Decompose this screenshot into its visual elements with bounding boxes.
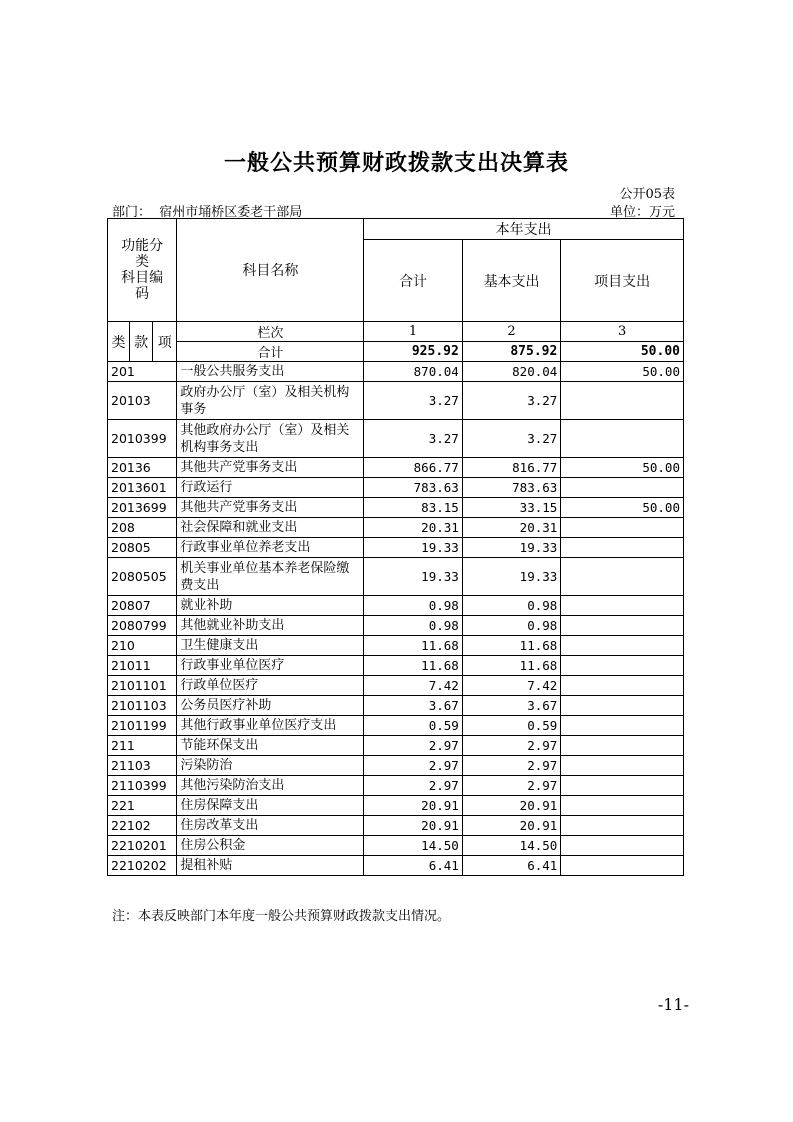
subject-name: 机关事业单位基本养老保险缴费支出 bbox=[177, 558, 364, 596]
subject-code: 2101103 bbox=[108, 696, 177, 716]
project-value bbox=[561, 420, 684, 458]
project-value bbox=[561, 558, 684, 596]
function-class-line: 功能分 bbox=[121, 238, 164, 254]
basic-value: 11.68 bbox=[462, 636, 561, 656]
basic-value: 3.27 bbox=[462, 420, 561, 458]
table-row bbox=[108, 458, 684, 478]
project-value bbox=[561, 756, 684, 776]
basic-value: 3.67 bbox=[462, 696, 561, 716]
subject-name: 其他共产党事务支出 bbox=[177, 458, 364, 478]
table-row bbox=[108, 518, 684, 538]
table-row bbox=[108, 656, 684, 676]
subject-name-header: 科目名称 bbox=[177, 219, 364, 322]
total-value: 83.15 bbox=[364, 498, 463, 518]
total-value: 0.98 bbox=[364, 596, 463, 616]
total-value: 3.27 bbox=[364, 420, 463, 458]
sum-basic: 875.92 bbox=[462, 342, 561, 362]
table-row bbox=[108, 736, 684, 756]
subject-code: 20136 bbox=[108, 458, 177, 478]
table-row bbox=[108, 478, 684, 498]
table-row bbox=[108, 616, 684, 636]
subject-code: 2101199 bbox=[108, 716, 177, 736]
subject-code: 20807 bbox=[108, 596, 177, 616]
subject-code: 20805 bbox=[108, 538, 177, 558]
table-row bbox=[108, 796, 684, 816]
subject-name: 行政单位医疗 bbox=[177, 676, 364, 696]
current-year-header: 本年支出 bbox=[364, 219, 684, 240]
table-header bbox=[108, 219, 684, 362]
subject-name: 公务员医疗补助 bbox=[177, 696, 364, 716]
total-value: 11.68 bbox=[364, 656, 463, 676]
column-number-3: 3 bbox=[561, 322, 684, 342]
subject-name: 节能环保支出 bbox=[177, 736, 364, 756]
basic-value: 820.04 bbox=[462, 362, 561, 382]
basic-value: 2.97 bbox=[462, 776, 561, 796]
subject-name: 其他行政事业单位医疗支出 bbox=[177, 716, 364, 736]
function-class-line: 码 bbox=[135, 286, 150, 302]
basic-value: 20.91 bbox=[462, 816, 561, 836]
subject-code: 2010399 bbox=[108, 420, 177, 458]
total-value: 2.97 bbox=[364, 756, 463, 776]
table-row bbox=[108, 696, 684, 716]
expenditure-table bbox=[107, 218, 684, 876]
sum-total: 925.92 bbox=[364, 342, 463, 362]
unit-label: 单位：万元 bbox=[609, 205, 675, 220]
table-row bbox=[108, 716, 684, 736]
project-value bbox=[561, 538, 684, 558]
basic-value: 33.15 bbox=[462, 498, 561, 518]
total-value: 870.04 bbox=[364, 362, 463, 382]
basic-value: 19.33 bbox=[462, 538, 561, 558]
basic-value: 20.91 bbox=[462, 796, 561, 816]
total-value: 19.33 bbox=[364, 558, 463, 596]
subject-name: 污染防治 bbox=[177, 756, 364, 776]
project-value bbox=[561, 656, 684, 676]
total-value: 3.67 bbox=[364, 696, 463, 716]
total-value: 14.50 bbox=[364, 836, 463, 856]
basic-value: 783.63 bbox=[462, 478, 561, 498]
sum-label: 合计 bbox=[177, 342, 364, 362]
total-value: 20.91 bbox=[364, 796, 463, 816]
project-value bbox=[561, 776, 684, 796]
department-label: 部门： bbox=[112, 205, 152, 220]
subject-name: 社会保障和就业支出 bbox=[177, 518, 364, 538]
subject-name: 其他就业补助支出 bbox=[177, 616, 364, 636]
project-header: 项目支出 bbox=[561, 240, 684, 322]
subject-code: 208 bbox=[108, 518, 177, 538]
subject-code: 2110399 bbox=[108, 776, 177, 796]
table-row bbox=[108, 498, 684, 518]
subject-code: 221 bbox=[108, 796, 177, 816]
project-value bbox=[561, 856, 684, 876]
total-value: 19.33 bbox=[364, 538, 463, 558]
table-row bbox=[108, 420, 684, 458]
subject-code: 211 bbox=[108, 736, 177, 756]
basic-value: 7.42 bbox=[462, 676, 561, 696]
subject-name: 卫生健康支出 bbox=[177, 636, 364, 656]
basic-value: 0.59 bbox=[462, 716, 561, 736]
table-row bbox=[108, 856, 684, 876]
subject-code: 2080799 bbox=[108, 616, 177, 636]
table-row bbox=[108, 362, 684, 382]
basic-value: 0.98 bbox=[462, 596, 561, 616]
project-value bbox=[561, 478, 684, 498]
table-row bbox=[108, 558, 684, 596]
project-value bbox=[561, 736, 684, 756]
function-class-header bbox=[108, 219, 177, 322]
table-row bbox=[108, 756, 684, 776]
basic-header: 基本支出 bbox=[462, 240, 561, 322]
total-value: 20.91 bbox=[364, 816, 463, 836]
subject-name: 住房改革支出 bbox=[177, 816, 364, 836]
table-row bbox=[108, 636, 684, 656]
subject-code: 2210201 bbox=[108, 836, 177, 856]
basic-value: 6.41 bbox=[462, 856, 561, 876]
basic-value: 19.33 bbox=[462, 558, 561, 596]
subject-name: 其他共产党事务支出 bbox=[177, 498, 364, 518]
basic-value: 14.50 bbox=[462, 836, 561, 856]
column-label: 栏次 bbox=[177, 322, 364, 342]
table-row bbox=[108, 836, 684, 856]
form-code: 公开05表 bbox=[619, 187, 675, 202]
subject-code: 2013699 bbox=[108, 498, 177, 518]
project-value bbox=[561, 636, 684, 656]
basic-value: 2.97 bbox=[462, 736, 561, 756]
subject-code: 210 bbox=[108, 636, 177, 656]
basic-value: 816.77 bbox=[462, 458, 561, 478]
footnote: 注：本表反映部门本年度一般公共预算财政拨款支出情况。 bbox=[112, 909, 451, 924]
table-row bbox=[108, 596, 684, 616]
total-value: 783.63 bbox=[364, 478, 463, 498]
total-value: 0.98 bbox=[364, 616, 463, 636]
project-value bbox=[561, 616, 684, 636]
page-title: 一般公共预算财政拨款支出决算表 bbox=[223, 151, 569, 176]
subject-name: 提租补贴 bbox=[177, 856, 364, 876]
subject-code: 2013601 bbox=[108, 478, 177, 498]
total-value: 2.97 bbox=[364, 776, 463, 796]
total-value: 0.59 bbox=[364, 716, 463, 736]
total-value: 11.68 bbox=[364, 636, 463, 656]
subject-name: 其他政府办公厅（室）及相关机构事务支出 bbox=[177, 420, 364, 458]
subject-name: 就业补助 bbox=[177, 596, 364, 616]
total-value: 2.97 bbox=[364, 736, 463, 756]
table-row bbox=[108, 382, 684, 420]
total-value: 3.27 bbox=[364, 382, 463, 420]
subject-name: 其他污染防治支出 bbox=[177, 776, 364, 796]
project-value bbox=[561, 596, 684, 616]
subject-name: 行政事业单位医疗 bbox=[177, 656, 364, 676]
basic-value: 11.68 bbox=[462, 656, 561, 676]
basic-value: 2.97 bbox=[462, 756, 561, 776]
total-header: 合计 bbox=[364, 240, 463, 322]
total-value: 7.42 bbox=[364, 676, 463, 696]
subject-code: 21103 bbox=[108, 756, 177, 776]
xiang-header: 项 bbox=[153, 322, 177, 362]
project-value: 50.00 bbox=[561, 362, 684, 382]
basic-value: 0.98 bbox=[462, 616, 561, 636]
project-value bbox=[561, 382, 684, 420]
page-number: -11- bbox=[657, 995, 689, 1014]
subject-code: 2080505 bbox=[108, 558, 177, 596]
table-row bbox=[108, 676, 684, 696]
project-value: 50.00 bbox=[561, 458, 684, 478]
total-value: 6.41 bbox=[364, 856, 463, 876]
project-value bbox=[561, 796, 684, 816]
subject-code: 20103 bbox=[108, 382, 177, 420]
project-value bbox=[561, 696, 684, 716]
table-row bbox=[108, 776, 684, 796]
subject-name: 一般公共服务支出 bbox=[177, 362, 364, 382]
project-value bbox=[561, 676, 684, 696]
function-class-line: 类 bbox=[135, 254, 150, 270]
project-value bbox=[561, 518, 684, 538]
function-class-line: 科目编 bbox=[121, 270, 164, 286]
total-value: 20.31 bbox=[364, 518, 463, 538]
project-value bbox=[561, 816, 684, 836]
sum-project: 50.00 bbox=[561, 342, 684, 362]
subject-name: 住房公积金 bbox=[177, 836, 364, 856]
table-row bbox=[108, 816, 684, 836]
subject-code: 22102 bbox=[108, 816, 177, 836]
total-value: 866.77 bbox=[364, 458, 463, 478]
subject-code: 2210202 bbox=[108, 856, 177, 876]
column-number-1: 1 bbox=[364, 322, 463, 342]
subject-code: 21011 bbox=[108, 656, 177, 676]
subject-name: 政府办公厅（室）及相关机构事务 bbox=[177, 382, 364, 420]
subject-name: 行政事业单位养老支出 bbox=[177, 538, 364, 558]
basic-value: 3.27 bbox=[462, 382, 561, 420]
basic-value: 20.31 bbox=[462, 518, 561, 538]
subject-name: 行政运行 bbox=[177, 478, 364, 498]
department-name: 宿州市埇桥区委老干部局 bbox=[159, 205, 303, 220]
project-value bbox=[561, 836, 684, 856]
lei-header: 类 bbox=[108, 322, 130, 362]
table-body bbox=[108, 362, 684, 876]
table-row bbox=[108, 538, 684, 558]
subject-name: 住房保障支出 bbox=[177, 796, 364, 816]
subject-code: 2101101 bbox=[108, 676, 177, 696]
column-number-2: 2 bbox=[462, 322, 561, 342]
kuan-header: 款 bbox=[130, 322, 153, 362]
subject-code: 201 bbox=[108, 362, 177, 382]
project-value: 50.00 bbox=[561, 498, 684, 518]
project-value bbox=[561, 716, 684, 736]
